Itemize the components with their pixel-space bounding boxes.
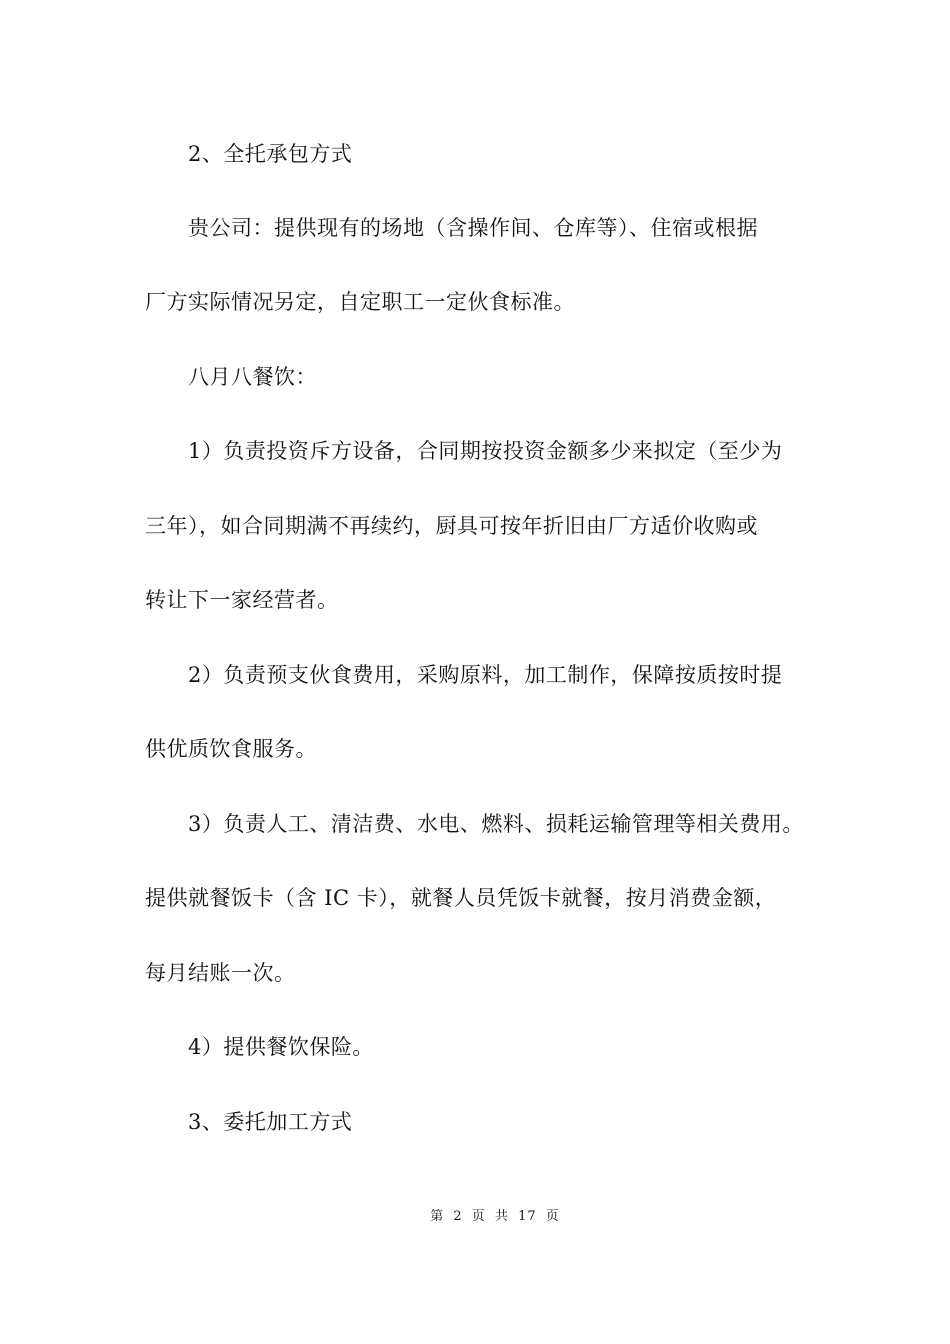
paragraph-line: 提供就餐饭卡（含 IC 卡），就餐人员凭饭卡就餐，按月消费金额， (145, 886, 777, 910)
footer-total-word: 共 (494, 1209, 509, 1224)
paragraph-line: 3）负责人工、清洁费、水电、燃料、损耗运输管理等相关费用。 (188, 812, 804, 836)
paragraph-line: 每月结账一次。 (145, 961, 296, 985)
page-number-footer (0, 1208, 950, 1226)
paragraph-line: 2）负责预支伙食费用，采购原料，加工制作，保障按质按时提 (188, 663, 783, 687)
paragraph-line: 三年），如合同期满不再续约，厨具可按年折旧由厂方适价收购或 (145, 514, 758, 538)
paragraph-line: 1）负责投资斥方设备，合同期按投资金额多少来拟定（至少为 (188, 439, 783, 463)
footer-page-word: 页 (471, 1209, 486, 1224)
footer-current-page: 2 (453, 1209, 463, 1224)
paragraph-line: 供优质饮食服务。 (145, 737, 317, 761)
paragraph-line: 贵公司：提供现有的场地（含操作间、仓库等）、住宿或根据 (188, 216, 758, 240)
paragraph-line: 厂方实际情况另定，自定职工一定伙食标准。 (145, 290, 575, 314)
paragraph-line: 4）提供餐饮保险。 (188, 1035, 374, 1059)
paragraph-line: 转让下一家经营者。 (145, 588, 339, 612)
paragraph-line: 八月八餐饮： (188, 365, 317, 389)
section-heading: 3、委托加工方式 (188, 1110, 353, 1134)
footer-total-pages: 17 (518, 1209, 537, 1224)
section-heading: 2、全托承包方式 (188, 142, 353, 166)
footer-suffix: 页 (545, 1209, 560, 1224)
footer-prefix: 第 (430, 1209, 445, 1224)
